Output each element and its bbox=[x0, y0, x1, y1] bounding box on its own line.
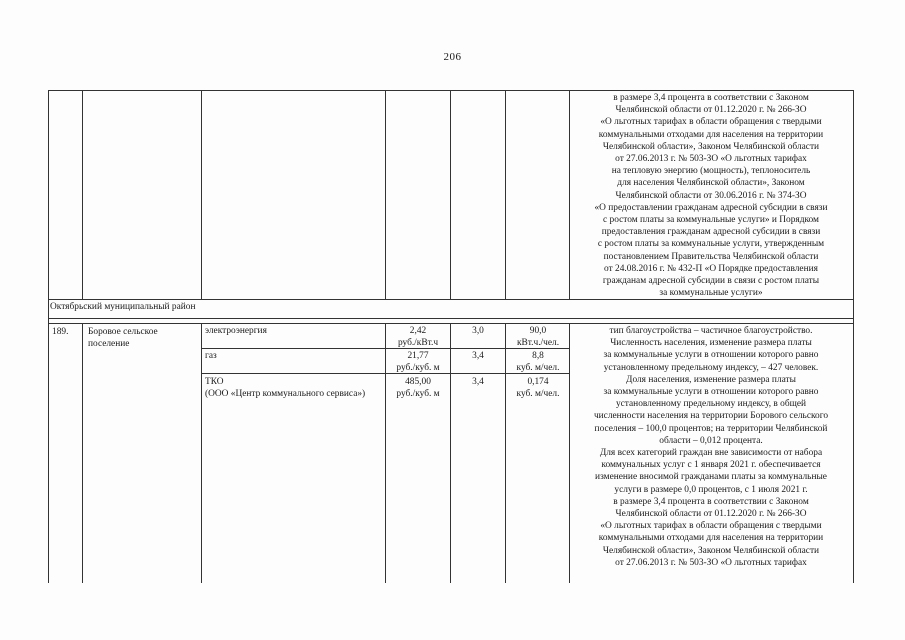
col-border bbox=[82, 90, 83, 300]
settlement-name: Боровое сельское поселение bbox=[88, 327, 158, 350]
tariff-amount: 485,00 bbox=[405, 377, 431, 387]
tariff-unit: руб./куб. м bbox=[396, 363, 440, 374]
tariff-unit: руб./кВт.ч bbox=[397, 338, 439, 349]
norm-amount: 8,8 bbox=[532, 351, 544, 361]
col-border bbox=[385, 323, 386, 583]
service-name: электроэнергия bbox=[205, 326, 267, 336]
row-description: тип благоустройства – частичное благоустройство. Численность населения, изменение размера платы за коммунальные услуги в отношении которого равно установленному предельному индексу, – 427 человек. Доля населения, изменение размера платы за коммунальные услуги в отношении которого равно установленному предельному индексу, в общей численности населения на территории Борового сельского поселения – 100,0 процентов; на территории Челябинской области – 0,012 процента. Для всех категорий граждан вне зависимости от набора коммунальных услуг с 1 января 2021 г. обеспечивается изменение вносимой гражданами платы за коммунальные услуги в размере 0,0 процентов, с 1 июля 2021 г. в размере 3,4 процента в соответствии с Законом Челябинской области от 01.12.2020 г. № 266-ЗО «О льготных тарифах в области обращения с твердыми коммунальными отходами для населения на территории Челябинской области», Законом Челябинской области от 27.06.2013 г. № 503-ЗО «О льготных тарифах bbox=[593, 326, 829, 568]
index-value: 3,4 bbox=[472, 351, 484, 361]
continued-description: в размере 3,4 процента в соответствии с Законом Челябинской области от 01.12.2020 г. № 266-ЗО «О льготных тарифах в области обращения с твердыми коммунальными отходами для населения на территории Челябинской области», Законом Челябинской области от 27.06.2013 г. № 503-ЗО «О льготных тарифах на тепловую энергию (мощность), теплоноситель для населения Челябинской области», Законом Челябинской области от 30.06.2016 г. № 374-ЗО «О предоставлении гражданам адресной субсидии в связи с ростом платы за коммунальные услуги» и Порядком предоставления гражданам адресной субсидии в связи с ростом платы за коммунальные услуги, утвержденным постановлением Правительства Челябинской области от 24.08.2016 г. № 432-П «О Порядке предоставления гражданам адресной субсидии в связи с ростом платы за коммунальные услуги» bbox=[594, 93, 828, 299]
col-border bbox=[853, 323, 854, 583]
col-border bbox=[82, 323, 83, 583]
tariff-value bbox=[387, 325, 449, 349]
col-border bbox=[385, 90, 386, 300]
norm-value bbox=[507, 376, 569, 400]
col-border bbox=[450, 323, 451, 583]
col-border bbox=[505, 323, 506, 583]
col-border bbox=[48, 323, 49, 583]
row-number: 189. bbox=[52, 327, 69, 337]
tariff-amount: 2,42 bbox=[409, 326, 427, 336]
index-value: 3,0 bbox=[472, 326, 484, 336]
district-header: Октябрьский муниципальный район bbox=[50, 302, 196, 312]
col-border bbox=[569, 323, 570, 583]
norm-value bbox=[507, 350, 569, 374]
tariff-value bbox=[387, 376, 449, 400]
norm-value bbox=[507, 325, 569, 349]
col-border bbox=[853, 90, 854, 300]
index-value: 3,4 bbox=[472, 377, 484, 387]
col-border bbox=[853, 299, 854, 323]
col-border bbox=[48, 299, 49, 323]
page-number: 206 bbox=[443, 51, 462, 63]
tariff-unit: руб./куб. м bbox=[396, 389, 440, 400]
tariff-amount: 21,77 bbox=[407, 351, 429, 361]
norm-unit: куб. м/чел. bbox=[516, 363, 560, 374]
district-bottom-border bbox=[48, 318, 853, 319]
col-border bbox=[48, 90, 49, 300]
norm-unit: кВт.ч./чел. bbox=[516, 338, 560, 349]
tariff-value bbox=[387, 350, 449, 374]
norm-amount: 0,174 bbox=[527, 377, 549, 387]
col-border bbox=[450, 90, 451, 300]
service-name: газ bbox=[205, 351, 217, 361]
col-border bbox=[201, 90, 202, 300]
col-border bbox=[505, 90, 506, 300]
service-name: ТКО (ООО «Центр коммунального сервиса») bbox=[205, 377, 366, 400]
norm-unit: куб. м/чел. bbox=[516, 389, 560, 400]
col-border bbox=[201, 323, 202, 583]
col-border bbox=[569, 90, 570, 300]
norm-amount: 90,0 bbox=[529, 326, 547, 336]
